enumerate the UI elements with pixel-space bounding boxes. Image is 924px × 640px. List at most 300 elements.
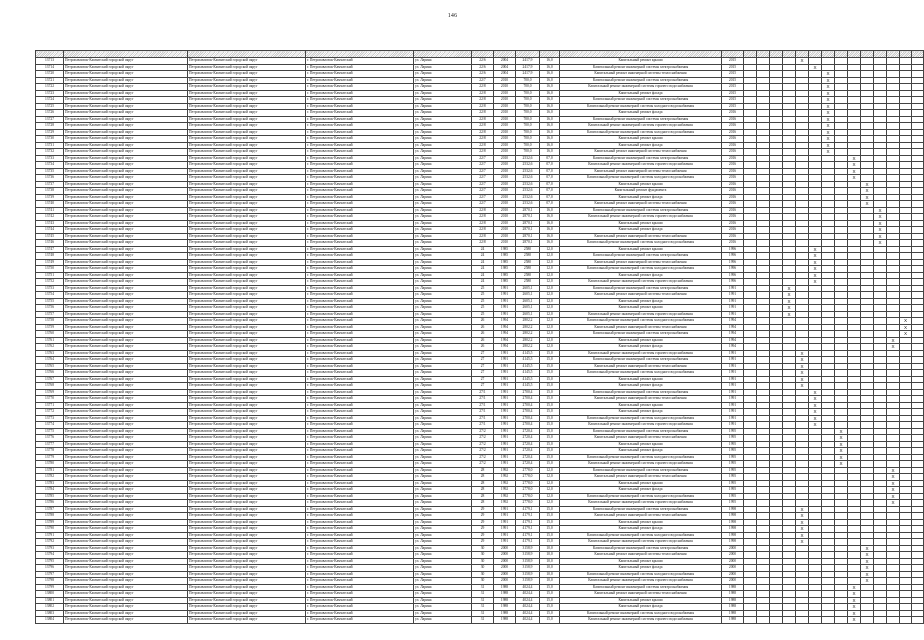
mark-cell: X <box>809 389 822 396</box>
work-type-cell: Капитальный ремонт инженерной системы электроснабжения <box>560 64 722 71</box>
plan-year-cell: 2000 <box>722 545 744 552</box>
row-number-cell: 13735 <box>36 168 64 175</box>
work-type-cell: Капитальный ремонт инженерной системы теплоснабжения <box>560 292 722 299</box>
street-cell: ул. Ларина <box>414 344 472 351</box>
city-cell: г. Петропавловск-Камчатский <box>306 441 414 448</box>
work-type-cell: Капитальный ремонт инженерной системы холодного водоснабжения <box>560 454 722 461</box>
floors-cell: 15,0 <box>540 448 560 455</box>
row-number-cell: 13784 <box>36 487 64 494</box>
work-type-cell: Капитальный ремонт фасада <box>560 272 722 279</box>
municipality-cell: Петропавловск-Камчатский городской округ <box>64 116 188 123</box>
settlement-cell: Петропавловск-Камчатский городской округ <box>188 474 306 481</box>
settlement-cell: Петропавловск-Камчатский городской округ <box>188 84 306 91</box>
city-cell: г. Петропавловск-Камчатский <box>306 259 414 266</box>
floors-cell: 12,0 <box>540 337 560 344</box>
municipality-cell: Петропавловск-Камчатский городской округ <box>64 266 188 273</box>
plan-year-cell: 1988 <box>722 597 744 604</box>
mark-cell: X <box>809 402 822 409</box>
row-number-cell: 13778 <box>36 448 64 455</box>
header-cell <box>516 51 540 58</box>
floors-cell: 07,0 <box>540 188 560 195</box>
mark-cell: X <box>861 552 874 559</box>
build-year-cell: 2010 <box>494 149 516 156</box>
house-number-cell: 22/8 <box>472 207 494 214</box>
mark-cell: X <box>809 253 822 260</box>
city-cell: г. Петропавловск-Камчатский <box>306 363 414 370</box>
area-cell: 2870,1 <box>516 214 540 221</box>
mark-cell: X <box>887 500 900 507</box>
build-year-cell: 1991 <box>494 357 516 364</box>
mark-cell: X <box>835 441 848 448</box>
house-number-cell: 25 <box>472 305 494 312</box>
city-cell: г. Петропавловск-Камчатский <box>306 539 414 546</box>
plan-year-cell: 1996 <box>722 279 744 286</box>
area-cell: 2532,6 <box>516 162 540 169</box>
work-type-cell: Капитальный ремонт инженерной системы электроснабжения <box>560 331 722 338</box>
build-year-cell: 2010 <box>494 175 516 182</box>
street-cell: ул. Ларина <box>414 350 472 357</box>
street-cell: ул. Ларина <box>414 259 472 266</box>
area-cell: 4024,4 <box>516 591 540 598</box>
row-number-cell: 13779 <box>36 454 64 461</box>
city-cell: г. Петропавловск-Камчатский <box>306 136 414 143</box>
row-number-cell: 13758 <box>36 318 64 325</box>
work-type-cell: Капитальный ремонт инженерной системы электроснабжения <box>560 467 722 474</box>
municipality-cell: Петропавловск-Камчатский городской округ <box>64 292 188 299</box>
work-type-cell: Капитальный ремонт инженерной системы теплоснабжения <box>560 201 722 208</box>
work-type-cell: Капитальный ремонт инженерной системы электроснабжения <box>560 97 722 104</box>
work-type-cell: Капитальный ремонт крыши <box>560 376 722 383</box>
floors-cell: 10,0 <box>540 552 560 559</box>
street-cell: ул. Ларина <box>414 454 472 461</box>
area-cell: 2778,0 <box>516 480 540 487</box>
city-cell: г. Петропавловск-Камчатский <box>306 292 414 299</box>
house-number-cell: 25 <box>472 298 494 305</box>
floors-cell: 07,0 <box>540 162 560 169</box>
floors-cell: 15,0 <box>540 383 560 390</box>
row-number-cell: 13768 <box>36 383 64 390</box>
mark-cell <box>744 617 757 624</box>
row-number-cell: 13726 <box>36 110 64 117</box>
settlement-cell: Петропавловск-Камчатский городской округ <box>188 467 306 474</box>
house-number-cell: 22/8 <box>472 214 494 221</box>
city-cell: г. Петропавловск-Камчатский <box>306 448 414 455</box>
work-type-cell: Капитальный ремонт инженерной системы электроснабжения <box>560 253 722 260</box>
row-number-cell: 13775 <box>36 428 64 435</box>
mark-cell: X <box>835 428 848 435</box>
settlement-cell: Петропавловск-Камчатский городской округ <box>188 311 306 318</box>
municipality-cell: Петропавловск-Камчатский городской округ <box>64 337 188 344</box>
work-type-cell: Капитальный ремонт инженерной системы теплоснабжения <box>560 591 722 598</box>
municipality-cell: Петропавловск-Камчатский городской округ <box>64 500 188 507</box>
city-cell: г. Петропавловск-Камчатский <box>306 597 414 604</box>
mark-cell <box>874 617 887 624</box>
settlement-cell: Петропавловск-Камчатский городской округ <box>188 461 306 468</box>
plan-year-cell: 2016 <box>722 233 744 240</box>
street-cell: ул. Ларина <box>414 279 472 286</box>
mark-cell: X <box>848 617 861 624</box>
street-cell: ул. Ларина <box>414 357 472 364</box>
city-cell: г. Петропавловск-Камчатский <box>306 285 414 292</box>
settlement-cell: Петропавловск-Камчатский городской округ <box>188 357 306 364</box>
area-cell: 4179,1 <box>516 506 540 513</box>
floors-cell: 10,0 <box>540 545 560 552</box>
work-type-cell: Капитальный ремонт крыши <box>560 558 722 565</box>
header-cell <box>861 51 874 58</box>
house-number-cell: 24 <box>472 259 494 266</box>
row-number-cell: 13799 <box>36 584 64 591</box>
work-type-cell: Капитальный ремонт инженерной системы горячего водоснабжения <box>560 311 722 318</box>
house-number-cell: 22/8 <box>472 110 494 117</box>
area-cell: 4145,5 <box>516 350 540 357</box>
municipality-cell: Петропавловск-Камчатский городской округ <box>64 370 188 377</box>
settlement-cell: Петропавловск-Камчатский городской округ <box>188 188 306 195</box>
work-type-cell: Капитальный ремонт инженерной системы холодного водоснабжения <box>560 129 722 136</box>
header-cell <box>900 51 912 58</box>
settlement-cell: Петропавловск-Камчатский городской округ <box>188 207 306 214</box>
work-type-cell: Капитальный ремонт фасада <box>560 142 722 149</box>
floors-cell: 15,0 <box>540 409 560 416</box>
settlement-cell: Петропавловск-Камчатский городской округ <box>188 246 306 253</box>
area-cell: 4024,4 <box>516 584 540 591</box>
street-cell: ул. Ларина <box>414 240 472 247</box>
work-type-cell: Капитальный ремонт крыши <box>560 181 722 188</box>
municipality-cell: Петропавловск-Камчатский городской округ <box>64 506 188 513</box>
build-year-cell: 2010 <box>494 77 516 84</box>
mark-cell: X <box>809 272 822 279</box>
mark-cell: X <box>796 526 809 533</box>
work-type-cell: Капитальный ремонт инженерной системы холодного водоснабжения <box>560 370 722 377</box>
house-number-cell: 22/8 <box>472 103 494 110</box>
municipality-cell: Петропавловск-Камчатский городской округ <box>64 454 188 461</box>
settlement-cell: Петропавловск-Камчатский городской округ <box>188 298 306 305</box>
floors-cell: 16,0 <box>540 207 560 214</box>
floors-cell: 15,0 <box>540 435 560 442</box>
work-type-cell: Капитальный ремонт крыши <box>560 305 722 312</box>
row-number-cell: 13796 <box>36 565 64 572</box>
mark-cell: X <box>874 220 887 227</box>
work-type-cell: Капитальный ремонт инженерной системы теплоснабжения <box>560 324 722 331</box>
header-cell <box>188 51 306 58</box>
settlement-cell: Петропавловск-Камчатский городской округ <box>188 370 306 377</box>
street-cell: ул. Ларина <box>414 461 472 468</box>
plan-year-cell: 2015 <box>722 103 744 110</box>
house-number-cell: 28 <box>472 467 494 474</box>
plan-year-cell: 2000 <box>722 558 744 565</box>
area-cell: 2532,6 <box>516 181 540 188</box>
mark-cell: X <box>835 435 848 442</box>
area-cell: 700,0 <box>516 103 540 110</box>
city-cell: г. Петропавловск-Камчатский <box>306 155 414 162</box>
row-number-cell: 13755 <box>36 298 64 305</box>
street-cell: ул. Ларина <box>414 285 472 292</box>
row-number-cell: 13713 <box>36 58 64 65</box>
row-number-cell: 13773 <box>36 415 64 422</box>
mark-cell: X <box>796 539 809 546</box>
floors-cell: 12,0 <box>540 324 560 331</box>
municipality-cell: Петропавловск-Камчатский городской округ <box>64 422 188 429</box>
mark-cell: X <box>822 90 835 97</box>
street-cell: ул. Ларина <box>414 448 472 455</box>
floors-cell: 12,0 <box>540 279 560 286</box>
mark-cell: X <box>796 370 809 377</box>
work-type-cell: Капитальный ремонт фасада <box>560 565 722 572</box>
city-cell: г. Петропавловск-Камчатский <box>306 571 414 578</box>
header-cell <box>36 51 64 58</box>
mark-cell <box>757 617 770 624</box>
settlement-cell: Петропавловск-Камчатский городской округ <box>188 610 306 617</box>
settlement-cell: Петропавловск-Камчатский городской округ <box>188 552 306 559</box>
build-year-cell: 2004 <box>494 71 516 78</box>
settlement-cell: Петропавловск-Камчатский городской округ <box>188 565 306 572</box>
street-cell: ул. Ларина <box>414 292 472 299</box>
house-number-cell: 26 <box>472 337 494 344</box>
municipality-cell: Петропавловск-Камчатский городской округ <box>64 461 188 468</box>
floors-cell: 15,0 <box>540 396 560 403</box>
area-cell: 2580 <box>516 272 540 279</box>
floors-cell: 16,0 <box>540 220 560 227</box>
street-cell: ул. Ларина <box>414 64 472 71</box>
municipality-cell: Петропавловск-Камчатский городской округ <box>64 584 188 591</box>
house-number-cell: 27/1 <box>472 396 494 403</box>
plan-year-cell: 1991 <box>722 292 744 299</box>
mark-cell: X <box>783 305 796 312</box>
plan-year-cell: 2015 <box>722 84 744 91</box>
settlement-cell: Петропавловск-Камчатский городской округ <box>188 597 306 604</box>
floors-cell: 12,0 <box>540 480 560 487</box>
area-cell: 2720,4 <box>516 428 540 435</box>
plan-year-cell: 1996 <box>722 272 744 279</box>
municipality-cell: Петропавловск-Камчатский городской округ <box>64 350 188 357</box>
mark-cell: X <box>809 409 822 416</box>
municipality-cell: Петропавловск-Камчатский городской округ <box>64 253 188 260</box>
floors-cell: 12,0 <box>540 467 560 474</box>
work-type-cell: Капитальный ремонт инженерной системы электроснабжения <box>560 207 722 214</box>
mark-cell: X <box>874 207 887 214</box>
mark-cell <box>822 617 835 624</box>
work-type-cell: Капитальный ремонт инженерной системы холодного водоснабжения <box>560 493 722 500</box>
municipality-cell: Петропавловск-Камчатский городской округ <box>64 441 188 448</box>
work-type-cell: Капитальный ремонт инженерной системы теплоснабжения <box>560 552 722 559</box>
build-year-cell: 1991 <box>494 448 516 455</box>
plan-year-cell: 2015 <box>722 64 744 71</box>
row-number-cell: 13739 <box>36 194 64 201</box>
mark-cell: X <box>822 136 835 143</box>
street-cell: ул. Ларина <box>414 422 472 429</box>
work-type-cell: Капитальный ремонт крыши <box>560 597 722 604</box>
city-cell: г. Петропавловск-Камчатский <box>306 240 414 247</box>
mark-cell: X <box>848 610 861 617</box>
row-number-cell: 13763 <box>36 350 64 357</box>
plan-year-cell: 1988 <box>722 591 744 598</box>
plan-year-cell: 1995 <box>722 454 744 461</box>
street-cell: ул. Ларина <box>414 220 472 227</box>
area-cell: 700,0 <box>516 136 540 143</box>
house-number-cell: 22/8 <box>472 240 494 247</box>
header-cell <box>887 51 900 58</box>
header-cell <box>874 51 887 58</box>
floors-cell: 07,0 <box>540 201 560 208</box>
house-number-cell: 27/2 <box>472 428 494 435</box>
area-cell: 4179,1 <box>516 519 540 526</box>
city-cell: г. Петропавловск-Камчатский <box>306 454 414 461</box>
mark-cell <box>887 617 900 624</box>
row-number-cell: 13794 <box>36 552 64 559</box>
street-cell: ул. Ларина <box>414 500 472 507</box>
plan-year-cell: 2015 <box>722 58 744 65</box>
city-cell: г. Петропавловск-Камчатский <box>306 396 414 403</box>
mark-cell: X <box>848 155 861 162</box>
area-cell: 4024,4 <box>516 597 540 604</box>
area-cell: 3158,9 <box>516 552 540 559</box>
city-cell: г. Петропавловск-Камчатский <box>306 84 414 91</box>
municipality-cell: Петропавловск-Камчатский городской округ <box>64 493 188 500</box>
build-year-cell: 2004 <box>494 58 516 65</box>
settlement-cell: Петропавловск-Камчатский городской округ <box>188 103 306 110</box>
street-cell: ул. Ларина <box>414 116 472 123</box>
city-cell: г. Петропавловск-Камчатский <box>306 279 414 286</box>
mark-cell: X <box>809 422 822 429</box>
capital-repair-table-sheet <box>35 50 908 624</box>
street-cell: ул. Ларина <box>414 526 472 533</box>
area-cell: 2580 <box>516 259 540 266</box>
build-year-cell: 1992 <box>494 480 516 487</box>
city-cell: г. Петропавловск-Камчатский <box>306 324 414 331</box>
area-cell: 3158,9 <box>516 545 540 552</box>
municipality-cell: Петропавловск-Камчатский городской округ <box>64 220 188 227</box>
house-number-cell: 31 <box>472 584 494 591</box>
city-cell: г. Петропавловск-Камчатский <box>306 97 414 104</box>
city-cell: г. Петропавловск-Камчатский <box>306 298 414 305</box>
city-cell: г. Петропавловск-Камчатский <box>306 545 414 552</box>
plan-year-cell: 2016 <box>722 175 744 182</box>
floors-cell: 15,0 <box>540 350 560 357</box>
area-cell: 700,0 <box>516 110 540 117</box>
municipality-cell: Петропавловск-Камчатский городской округ <box>64 58 188 65</box>
street-cell: ул. Ларина <box>414 441 472 448</box>
mark-cell: X <box>809 64 822 71</box>
mark-cell: X <box>822 103 835 110</box>
plan-year-cell: 2000 <box>722 552 744 559</box>
area-cell: 2580 <box>516 246 540 253</box>
municipality-cell: Петропавловск-Камчатский городской округ <box>64 428 188 435</box>
street-cell: ул. Ларина <box>414 571 472 578</box>
plan-year-cell: 1991 <box>722 370 744 377</box>
work-type-cell: Капитальный ремонт инженерной системы электроснабжения <box>560 155 722 162</box>
street-cell: ул. Ларина <box>414 532 472 539</box>
settlement-cell: Петропавловск-Камчатский городской округ <box>188 292 306 299</box>
work-type-cell: Капитальный ремонт фасада <box>560 110 722 117</box>
work-type-cell: Капитальный ремонт инженерной системы горячего водоснабжения <box>560 162 722 169</box>
row-number-cell: 13770 <box>36 396 64 403</box>
row-number-cell: 13795 <box>36 558 64 565</box>
area-cell: 2605,1 <box>516 311 540 318</box>
house-number-cell: 22/7 <box>472 175 494 182</box>
house-number-cell: 31 <box>472 591 494 598</box>
house-number-cell: 22/8 <box>472 227 494 234</box>
build-year-cell: 1991 <box>494 402 516 409</box>
house-number-cell: 24 <box>472 279 494 286</box>
municipality-cell: Петропавловск-Камчатский городской округ <box>64 97 188 104</box>
row-number-cell: 13787 <box>36 506 64 513</box>
plan-year-cell: 1995 <box>722 428 744 435</box>
build-year-cell: 1985 <box>494 279 516 286</box>
street-cell: ул. Ларина <box>414 136 472 143</box>
floors-cell: 16,0 <box>540 110 560 117</box>
area-cell: 2870,1 <box>516 207 540 214</box>
municipality-cell: Петропавловск-Камчатский городской округ <box>64 604 188 611</box>
row-number-cell: 13747 <box>36 246 64 253</box>
floors-cell: 15,0 <box>540 506 560 513</box>
work-type-cell: Капитальный ремонт инженерной системы электроснабжения <box>560 116 722 123</box>
municipality-cell: Петропавловск-Камчатский городской округ <box>64 617 188 624</box>
municipality-cell: Петропавловск-Камчатский городской округ <box>64 487 188 494</box>
row-number-cell: 13791 <box>36 532 64 539</box>
settlement-cell: Петропавловск-Камчатский городской округ <box>188 480 306 487</box>
mark-cell: X <box>848 175 861 182</box>
header-cell <box>540 51 560 58</box>
build-year-cell: 2010 <box>494 207 516 214</box>
settlement-cell: Петропавловск-Камчатский городской округ <box>188 259 306 266</box>
header-cell <box>306 51 414 58</box>
mark-cell: X <box>848 162 861 169</box>
header-cell <box>472 51 494 58</box>
municipality-cell: Петропавловск-Камчатский городской округ <box>64 324 188 331</box>
settlement-cell: Петропавловск-Камчатский городской округ <box>188 331 306 338</box>
city-cell: г. Петропавловск-Камчатский <box>306 220 414 227</box>
house-number-cell: 27/1 <box>472 415 494 422</box>
mark-cell: X <box>809 415 822 422</box>
settlement-cell: Петропавловск-Камчатский городской округ <box>188 545 306 552</box>
house-number-cell: 30 <box>472 571 494 578</box>
row-number-cell: 13734 <box>36 162 64 169</box>
municipality-cell: Петропавловск-Камчатский городской округ <box>64 318 188 325</box>
floors-cell: 15,0 <box>540 402 560 409</box>
house-number-cell: 22/7 <box>472 168 494 175</box>
build-year-cell: 2010 <box>494 181 516 188</box>
plan-year-cell: 1988 <box>722 617 744 624</box>
row-number-cell: 13727 <box>36 116 64 123</box>
build-year-cell: 2010 <box>494 188 516 195</box>
plan-year-cell: 2016 <box>722 240 744 247</box>
house-number-cell: 27/2 <box>472 461 494 468</box>
plan-year-cell: 2000 <box>722 571 744 578</box>
plan-year-cell: 1994 <box>722 331 744 338</box>
floors-cell: 12,0 <box>540 318 560 325</box>
municipality-cell: Петропавловск-Камчатский городской округ <box>64 110 188 117</box>
municipality-cell: Петропавловск-Камчатский городской округ <box>64 201 188 208</box>
settlement-cell: Петропавловск-Камчатский городской округ <box>188 279 306 286</box>
header-cell <box>848 51 861 58</box>
street-cell: ул. Ларина <box>414 110 472 117</box>
settlement-cell: Петропавловск-Камчатский городской округ <box>188 266 306 273</box>
city-cell: г. Петропавловск-Камчатский <box>306 435 414 442</box>
mark-cell: X <box>874 227 887 234</box>
area-cell: 700,0 <box>516 149 540 156</box>
city-cell: г. Петропавловск-Камчатский <box>306 552 414 559</box>
street-cell: ул. Ларина <box>414 77 472 84</box>
work-type-cell: Капитальный ремонт крыши <box>560 337 722 344</box>
floors-cell: 16,0 <box>540 58 560 65</box>
settlement-cell: Петропавловск-Камчатский городской округ <box>188 578 306 585</box>
house-number-cell: 31 <box>472 597 494 604</box>
mark-cell: X <box>809 396 822 403</box>
build-year-cell: 2010 <box>494 214 516 221</box>
mark-cell: X <box>796 357 809 364</box>
row-number-cell: 13749 <box>36 259 64 266</box>
municipality-cell: Петропавловск-Камчатский городской округ <box>64 597 188 604</box>
street-cell: ул. Ларина <box>414 415 472 422</box>
